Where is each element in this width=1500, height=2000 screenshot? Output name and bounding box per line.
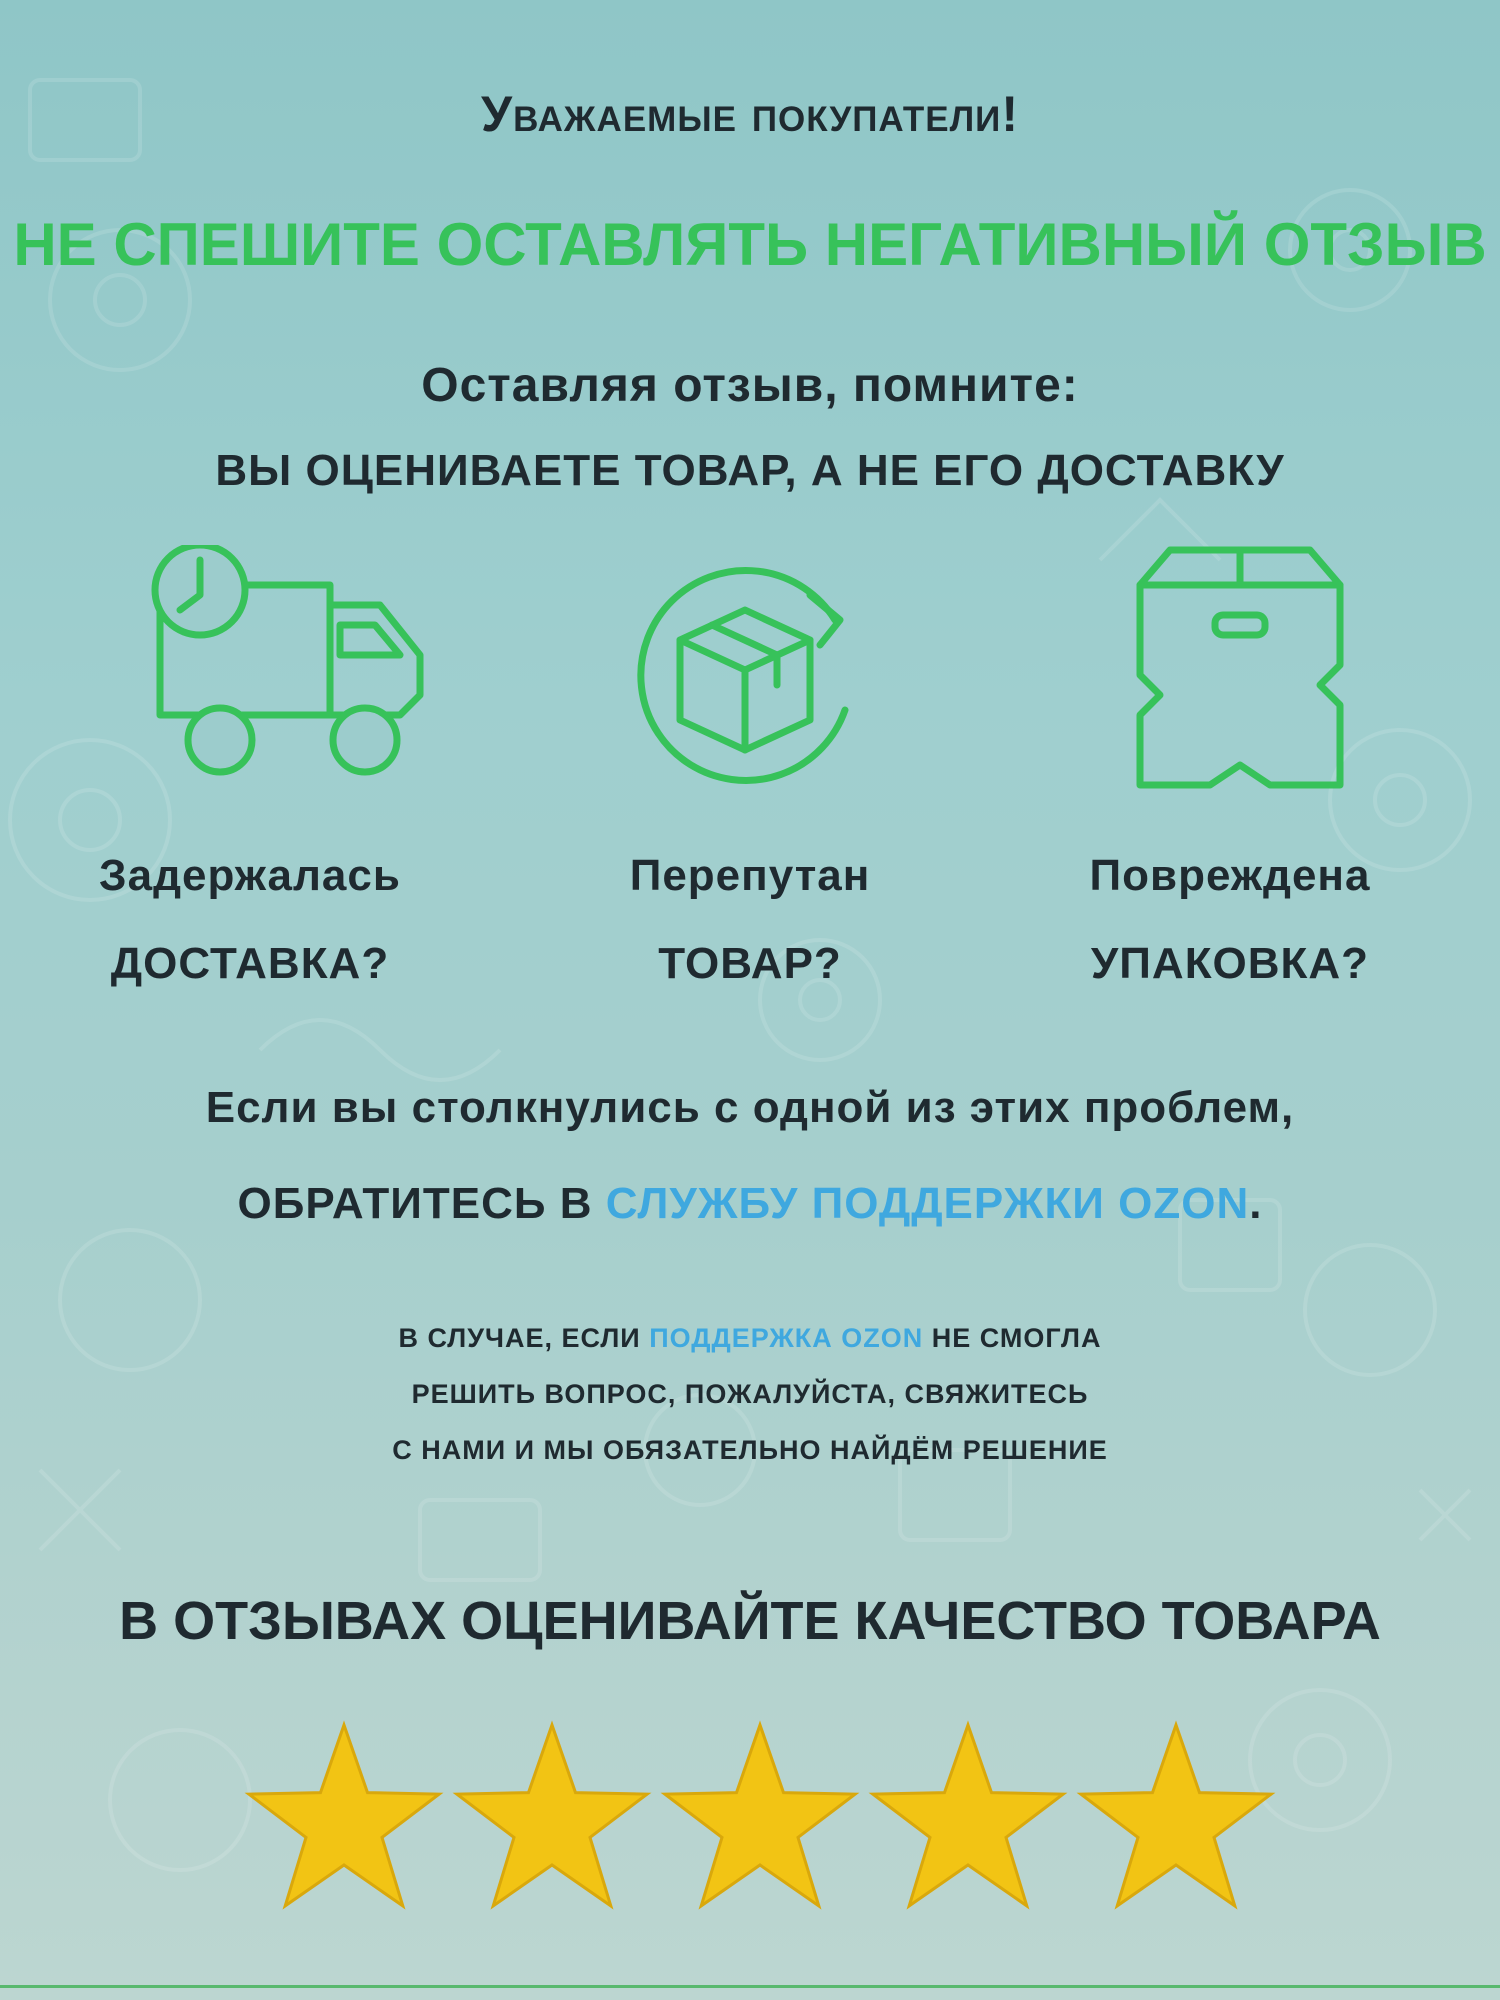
quality-call-to-action: В ОТЗЫВАХ ОЦЕНИВАЙТЕ КАЧЕСТВО ТОВАРА — [119, 1591, 1381, 1651]
fallback-line2: РЕШИТЬ ВОПРОС, ПОЖАЛУЙСТА, СВЯЖИТЕСЬ — [411, 1379, 1089, 1409]
star-icon — [1081, 1725, 1271, 1906]
greeting-heading: Уважаемые покупатели! — [481, 86, 1019, 142]
ozon-support-highlight: ПОДДЕРЖКА OZON — [649, 1323, 924, 1353]
star-icon — [873, 1725, 1063, 1906]
fallback-paragraph — [0, 1310, 1500, 1478]
damaged-package-icon — [1130, 545, 1350, 795]
support-line2-suffix: . — [1249, 1179, 1263, 1228]
star-icon — [457, 1725, 647, 1906]
issue-wrong-item-line2: ТОВАР? — [658, 939, 842, 988]
issue-damaged-line2: УПАКОВКА? — [1090, 939, 1370, 988]
issue-caption-wrong-item — [540, 832, 960, 1008]
ozon-support-link: СЛУЖБУ ПОДДЕРЖКИ OZON — [605, 1179, 1250, 1228]
delivery-truck-clock-icon — [130, 545, 430, 785]
warning-heading: НЕ СПЕШИТЕ ОСТАВЛЯТЬ НЕГАТИВНЫЙ ОТЗЫВ — [13, 211, 1487, 278]
support-line2 — [0, 1156, 1500, 1252]
star-icon — [665, 1725, 855, 1906]
fallback-line1-suffix: НЕ СМОГЛА — [923, 1323, 1102, 1353]
support-line1: Если вы столкнулись с одной из этих проблем, — [205, 1083, 1295, 1132]
box-exchange-icon — [620, 550, 870, 800]
issue-caption-damaged — [1020, 832, 1440, 1008]
fallback-line3: С НАМИ И МЫ ОБЯЗАТЕЛЬНО НАЙДЁМ РЕШЕНИЕ — [392, 1435, 1108, 1465]
star-icon — [249, 1725, 439, 1906]
remember-subheading: ВЫ ОЦЕНИВАЕТЕ ТОВАР, А НЕ ЕГО ДОСТАВКУ — [215, 446, 1285, 495]
fallback-line1 — [0, 1310, 1500, 1366]
issue-wrong-item-line1: Перепутан — [629, 851, 871, 900]
issue-delivery-line1: Задержалась — [99, 851, 401, 900]
bottom-divider — [0, 1985, 1500, 1988]
issue-delivery-line2: ДОСТАВКА? — [110, 939, 390, 988]
issue-damaged-line1: Повреждена — [1089, 851, 1371, 900]
fallback-line1-prefix: В СЛУЧАЕ, ЕСЛИ — [398, 1323, 650, 1353]
remember-heading: Оставляя отзыв, помните: — [421, 359, 1079, 412]
rating-stars — [240, 1720, 1280, 1920]
support-line2-prefix: ОБРАТИТЕСЬ В — [237, 1179, 606, 1228]
issue-caption-delivery — [40, 832, 460, 1008]
support-paragraph — [0, 1060, 1500, 1252]
